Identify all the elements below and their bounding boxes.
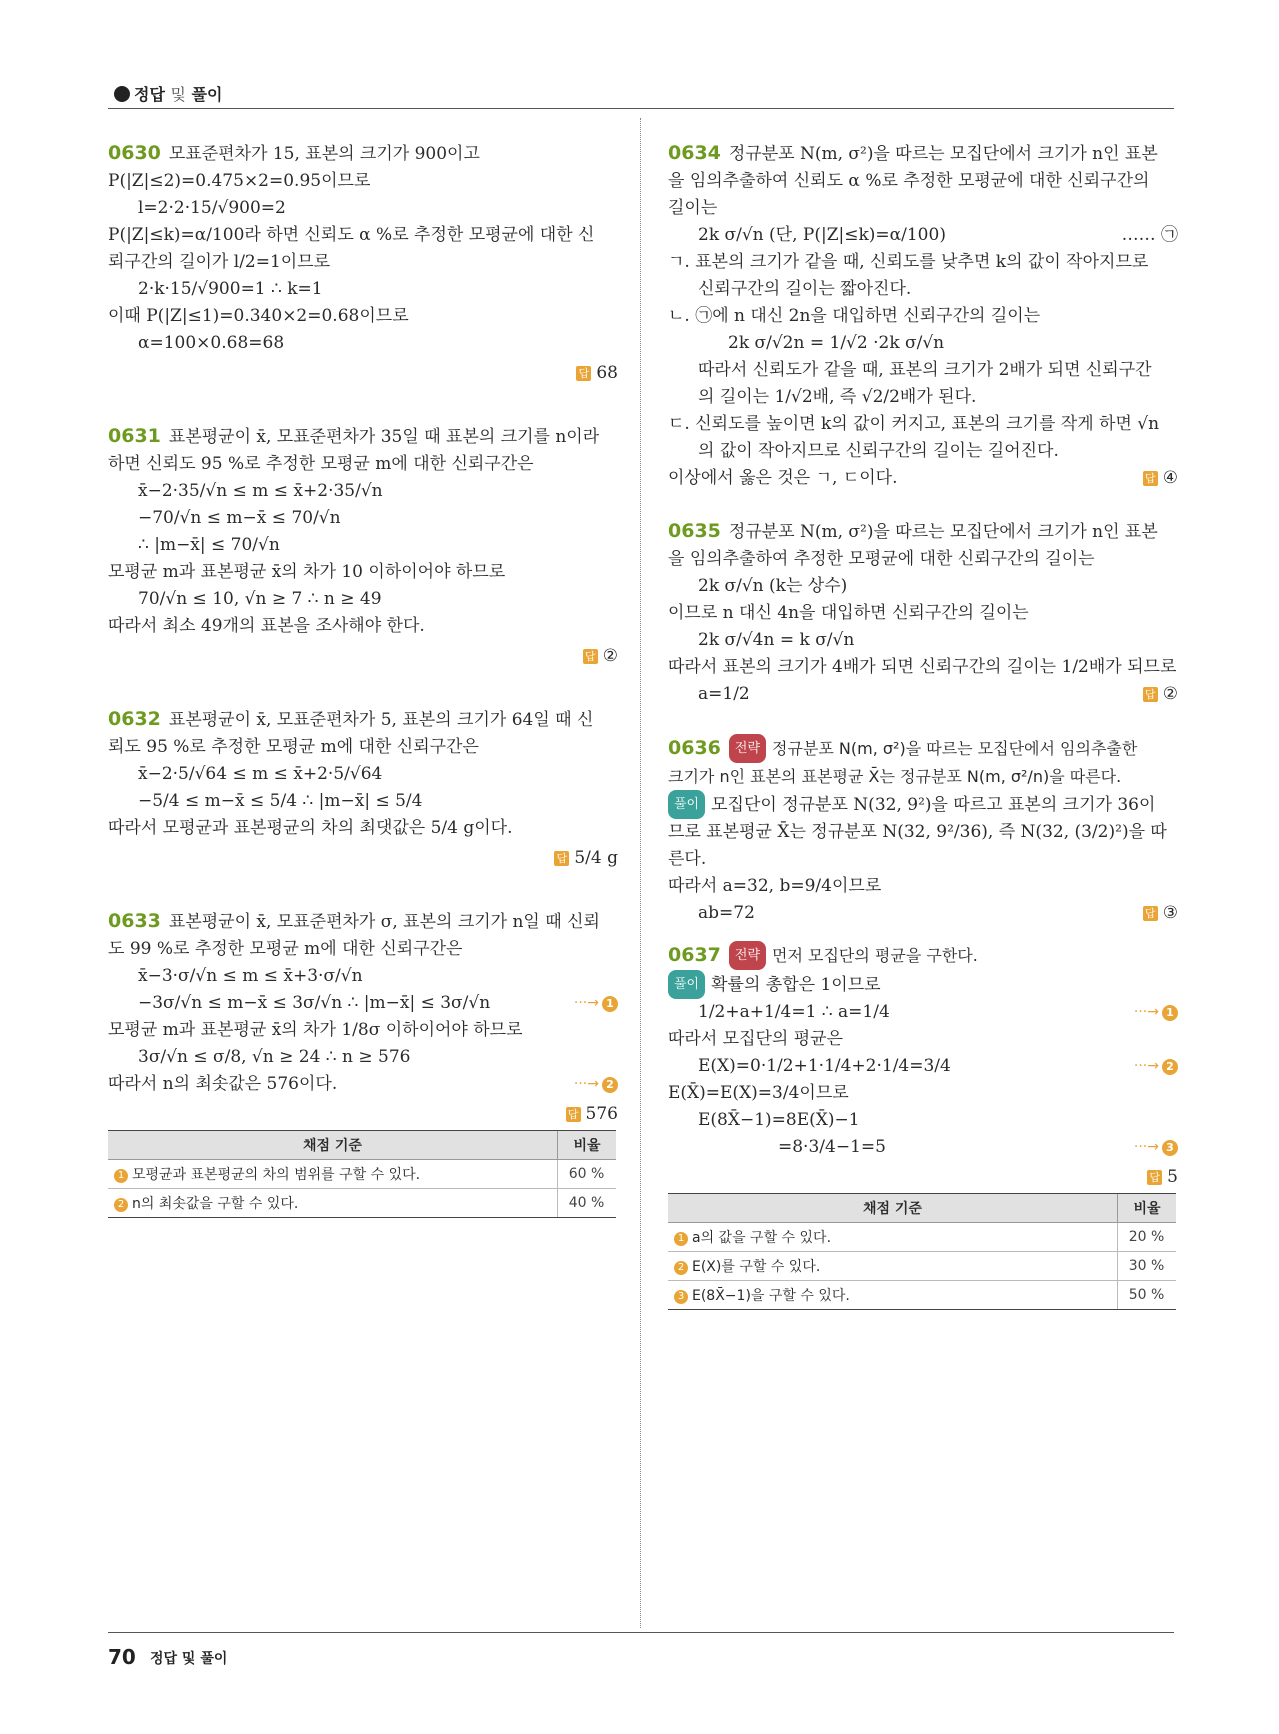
criterion-text: E(X)를 구할 수 있다. bbox=[692, 1259, 821, 1275]
equation-mark: …… ㉠ bbox=[1121, 225, 1178, 245]
answer-value: ② bbox=[602, 646, 618, 666]
strategy-badge: 전략 bbox=[729, 941, 766, 970]
text-line: 표본평균이 x̄, 모표준편차가 35일 때 표본의 크기를 n이라 bbox=[168, 427, 600, 447]
answer-tag-icon: 답 bbox=[1143, 471, 1158, 486]
criterion-ratio: 40 % bbox=[558, 1189, 617, 1218]
equation-line: 2·k·15/√900=1 ∴ k=1 bbox=[138, 279, 323, 299]
header-title-c: 풀이 bbox=[191, 85, 223, 104]
criterion-text: 모평균과 표본평균의 차의 범위를 구할 수 있다. bbox=[132, 1167, 421, 1183]
step-marker-2: ···→ 2 bbox=[1134, 1053, 1178, 1080]
answer bbox=[668, 1167, 1178, 1187]
text-line: 이상에서 옳은 것은 ㄱ, ㄷ이다. bbox=[668, 468, 898, 488]
problem-number: 0636 bbox=[668, 737, 721, 759]
equation-line: x̄−3·σ/√n ≤ m ≤ x̄+3·σ/√n bbox=[138, 966, 363, 986]
equation-line: 2k σ/√n (단, P(|Z|≤k)=α/100) bbox=[698, 225, 946, 245]
text-line: ㄱ. 표본의 크기가 같을 때, 신뢰도를 낮추면 k의 값이 작아지므로 bbox=[668, 252, 1149, 272]
text-line: 을 임의추출하여 신뢰도 α %로 추정한 모평균에 대한 신뢰구간의 bbox=[668, 171, 1150, 191]
text-line: 정규분포 N(m, σ²)을 따르는 모집단에서 임의추출한 bbox=[772, 739, 1138, 758]
answer-value: ③ bbox=[1162, 903, 1178, 923]
step-1-icon: 1 bbox=[1162, 1005, 1178, 1021]
problem-0631 bbox=[108, 423, 618, 666]
text-line: 따라서 최소 49개의 표본을 조사해야 한다. bbox=[108, 616, 425, 636]
answer-tag-icon: 답 bbox=[566, 1107, 581, 1122]
answer-value: 68 bbox=[596, 363, 618, 383]
step-marker-3: ···→ 3 bbox=[1134, 1134, 1178, 1161]
equation-line: E(X)=0·1/2+1·1/4+2·1/4=3/4 bbox=[698, 1056, 951, 1076]
answer-tag-icon: 답 bbox=[583, 649, 598, 664]
criterion-ratio: 50 % bbox=[1118, 1281, 1177, 1310]
answer-value: 576 bbox=[585, 1104, 618, 1124]
equation-line: x̄−2·5/√64 ≤ m ≤ x̄+2·5/√64 bbox=[138, 764, 383, 784]
step-3-icon: 3 bbox=[674, 1290, 688, 1304]
step-marker-1: ···→ 1 bbox=[1134, 999, 1178, 1026]
equation-line: E(8X̄−1)=8E(X̄)−1 bbox=[698, 1110, 860, 1130]
answer bbox=[108, 1104, 618, 1124]
answer bbox=[108, 646, 618, 666]
problem-0635 bbox=[668, 518, 1178, 708]
equation-line: 1/2+a+1/4=1 ∴ a=1/4 bbox=[698, 1002, 890, 1022]
equation-line: −70/√n ≤ m−x̄ ≤ 70/√n bbox=[138, 508, 341, 528]
answer-value: 5/4 g bbox=[574, 848, 618, 868]
text-line: 따라서 모집단의 평균은 bbox=[668, 1029, 844, 1049]
answer-value: ② bbox=[1162, 684, 1178, 704]
step-1-icon: 1 bbox=[674, 1232, 688, 1246]
equation-line: 2k σ/√2n = 1/√2 ·2k σ/√n bbox=[728, 333, 945, 353]
text-line: 표본평균이 x̄, 모표준편차가 5, 표본의 크기가 64일 때 신 bbox=[168, 710, 594, 730]
text-line: 먼저 모집단의 평균을 구한다. bbox=[772, 946, 978, 965]
problem-0636 bbox=[668, 734, 1178, 927]
criterion-ratio: 30 % bbox=[1118, 1252, 1177, 1281]
table-row bbox=[668, 1223, 1176, 1252]
text-line: ㄷ. 신뢰도를 높이면 k의 값이 커지고, 표본의 크기를 작게 하면 √n bbox=[668, 414, 1160, 434]
header-title-a: 정답 bbox=[134, 85, 165, 104]
text-line: 정규분포 N(m, σ²)을 따르는 모집단에서 크기가 n인 표본 bbox=[728, 522, 1158, 542]
equation-line: x̄−2·35/√n ≤ m ≤ x̄+2·35/√n bbox=[138, 481, 383, 501]
answer bbox=[108, 848, 618, 868]
text-line: 뢰도 95 %로 추정한 모평균 m에 대한 신뢰구간은 bbox=[108, 737, 479, 757]
criterion-text: E(8X̄−1)을 구할 수 있다. bbox=[692, 1288, 850, 1304]
equation-line: α=100×0.68=68 bbox=[138, 333, 285, 353]
text-line: 따라서 표본의 크기가 4배가 되면 신뢰구간의 길이는 1/2배가 되므로 bbox=[668, 657, 1177, 677]
problem-0637 bbox=[668, 941, 1178, 1310]
problem-number: 0634 bbox=[668, 142, 721, 164]
column-divider bbox=[640, 118, 641, 1628]
text-line: 모평균 m과 표본평균 x̄의 차가 1/8σ 이하이어야 하므로 bbox=[108, 1020, 523, 1040]
text-line: 길이는 bbox=[668, 198, 718, 218]
answer bbox=[108, 363, 618, 383]
step-2-icon: 2 bbox=[114, 1198, 128, 1212]
right-column bbox=[668, 140, 1178, 1310]
problem-number: 0631 bbox=[108, 425, 161, 447]
step-1-icon: 1 bbox=[114, 1169, 128, 1183]
step-2-icon: 2 bbox=[674, 1261, 688, 1275]
table-header: 비율 bbox=[558, 1131, 617, 1160]
equation-line: ab=72 bbox=[698, 903, 755, 923]
step-2-icon: 2 bbox=[602, 1077, 618, 1093]
answer bbox=[1143, 900, 1178, 927]
table-row bbox=[108, 1189, 616, 1218]
page-number: 70 bbox=[108, 1645, 136, 1669]
problem-number: 0635 bbox=[668, 520, 721, 542]
answer-tag-icon: 답 bbox=[1143, 687, 1158, 702]
text-line: 따라서 a=32, b=9/4이므로 bbox=[668, 876, 882, 896]
problem-number: 0630 bbox=[108, 142, 161, 164]
text-line: 모평균 m과 표본평균 x̄의 차가 10 이하이어야 하므로 bbox=[108, 562, 506, 582]
answer-tag-icon: 답 bbox=[1143, 906, 1158, 921]
problem-number: 0632 bbox=[108, 708, 161, 730]
text-line: 의 값이 작아지므로 신뢰구간의 길이는 길어진다. bbox=[698, 441, 1059, 461]
problem-0632 bbox=[108, 706, 618, 868]
table-header: 채점 기준 bbox=[668, 1194, 1118, 1223]
text-line: 른다. bbox=[668, 849, 707, 869]
step-3-icon: 3 bbox=[1162, 1140, 1178, 1156]
step-1-icon: 1 bbox=[602, 996, 618, 1012]
text-line: P(|Z|≤k)=α/100라 하면 신뢰도 α %로 추정한 모평균에 대한 신 bbox=[108, 225, 595, 245]
table-header: 비율 bbox=[1118, 1194, 1177, 1223]
problem-number: 0633 bbox=[108, 910, 161, 932]
text-line: 모집단이 정규분포 N(32, 9²)을 따르고 표본의 크기가 36이 bbox=[711, 795, 1156, 815]
answer-tag-icon: 답 bbox=[576, 366, 591, 381]
equation-line: ∴ |m−x̄| ≤ 70/√n bbox=[138, 535, 280, 555]
solution-badge: 풀이 bbox=[668, 790, 705, 819]
problem-number: 0637 bbox=[668, 944, 721, 966]
criterion-text: n의 최솟값을 구할 수 있다. bbox=[132, 1196, 299, 1212]
text-line: ㄴ. ㉠에 n 대신 2n을 대입하면 신뢰구간의 길이는 bbox=[668, 306, 1041, 326]
equation-line: 3σ/√n ≤ σ/8, √n ≥ 24 ∴ n ≥ 576 bbox=[138, 1047, 411, 1067]
table-header: 채점 기준 bbox=[108, 1131, 558, 1160]
text-line: 신뢰구간의 길이는 짧아진다. bbox=[698, 279, 912, 299]
table-row bbox=[108, 1160, 616, 1189]
text-line: 따라서 신뢰도가 같을 때, 표본의 크기가 2배가 되면 신뢰구간 bbox=[698, 360, 1152, 380]
equation-line: −5/4 ≤ m−x̄ ≤ 5/4 ∴ |m−x̄| ≤ 5/4 bbox=[138, 791, 423, 811]
step-marker-2: ···→ 2 bbox=[574, 1071, 618, 1098]
page-footer bbox=[108, 1632, 1174, 1669]
text-line: 도 99 %로 추정한 모평균 m에 대한 신뢰구간은 bbox=[108, 939, 463, 959]
text-line: 므로 표본평균 X̄는 정규분포 N(32, 9²/36), 즉 N(32, (3/2)²)을 따 bbox=[668, 822, 1167, 842]
equation-line: a=1/2 bbox=[698, 684, 750, 704]
table-row bbox=[668, 1281, 1176, 1310]
equation-line: l=2·2·15/√900=2 bbox=[138, 198, 286, 218]
text-line: 크기가 n인 표본의 표본평균 X̄는 정규분포 N(m, σ²/n)을 따른다. bbox=[668, 767, 1122, 786]
equation-line: −3σ/√n ≤ m−x̄ ≤ 3σ/√n ∴ |m−x̄| ≤ 3σ/√n bbox=[138, 993, 491, 1013]
answer-tag-icon: 답 bbox=[554, 851, 569, 866]
left-column bbox=[108, 140, 618, 1218]
footer-title: 정답 및 풀이 bbox=[150, 1651, 228, 1667]
equation-line: 2k σ/√n (k는 상수) bbox=[698, 576, 848, 596]
grading-table bbox=[108, 1130, 616, 1218]
answer-tag-icon: 답 bbox=[1147, 1170, 1162, 1185]
answer-value: ④ bbox=[1162, 468, 1178, 488]
problem-0633 bbox=[108, 908, 618, 1218]
grading-table bbox=[668, 1193, 1176, 1310]
criterion-text: a의 값을 구할 수 있다. bbox=[692, 1230, 832, 1246]
header-title-b: 및 bbox=[170, 85, 186, 104]
criterion-ratio: 60 % bbox=[558, 1160, 617, 1189]
text-line: 표본평균이 x̄, 모표준편차가 σ, 표본의 크기가 n일 때 신뢰 bbox=[168, 912, 600, 932]
page-header bbox=[108, 80, 1174, 109]
problem-0630 bbox=[108, 140, 618, 383]
answer bbox=[1143, 465, 1178, 492]
answer bbox=[1143, 681, 1178, 708]
face-logo-icon bbox=[114, 86, 130, 102]
text-line: 정규분포 N(m, σ²)을 따르는 모집단에서 크기가 n인 표본 bbox=[728, 144, 1158, 164]
text-line: E(X̄)=E(X)=3/4이므로 bbox=[668, 1083, 849, 1103]
text-line: 따라서 n의 최솟값은 576이다. bbox=[108, 1074, 338, 1094]
text-line: 이때 P(|Z|≤1)=0.340×2=0.68이므로 bbox=[108, 306, 409, 326]
text-line: 을 임의추출하여 추정한 모평균에 대한 신뢰구간의 길이는 bbox=[668, 549, 1095, 569]
solution-badge: 풀이 bbox=[668, 970, 705, 999]
text-line: P(|Z|≤2)=0.475×2=0.95이므로 bbox=[108, 171, 371, 191]
step-2-icon: 2 bbox=[1162, 1059, 1178, 1075]
text-line: 이므로 n 대신 4n을 대입하면 신뢰구간의 길이는 bbox=[668, 603, 1029, 623]
criterion-ratio: 20 % bbox=[1118, 1223, 1177, 1252]
table-row bbox=[668, 1252, 1176, 1281]
strategy-badge: 전략 bbox=[729, 734, 766, 763]
text-line: 따라서 모평균과 표본평균의 차의 최댓값은 5/4 g이다. bbox=[108, 818, 513, 838]
text-line: 모표준편차가 15, 표본의 크기가 900이고 bbox=[168, 144, 480, 164]
equation-line: 70/√n ≤ 10, √n ≥ 7 ∴ n ≥ 49 bbox=[138, 589, 382, 609]
equation-line: 2k σ/√4n = k σ/√n bbox=[698, 630, 855, 650]
header-title bbox=[114, 82, 222, 105]
text-line: 의 길이는 1/√2배, 즉 √2/2배가 된다. bbox=[698, 387, 977, 407]
answer-value: 5 bbox=[1167, 1167, 1178, 1187]
text-line: 뢰구간의 길이가 l/2=1이므로 bbox=[108, 252, 331, 272]
text-line: 확률의 총합은 1이므로 bbox=[711, 975, 881, 995]
problem-0634 bbox=[668, 140, 1178, 492]
step-marker-1: ···→ 1 bbox=[574, 990, 618, 1017]
equation-line: =8·3/4−1=5 bbox=[778, 1137, 886, 1157]
text-line: 하면 신뢰도 95 %로 추정한 모평균 m에 대한 신뢰구간은 bbox=[108, 454, 534, 474]
